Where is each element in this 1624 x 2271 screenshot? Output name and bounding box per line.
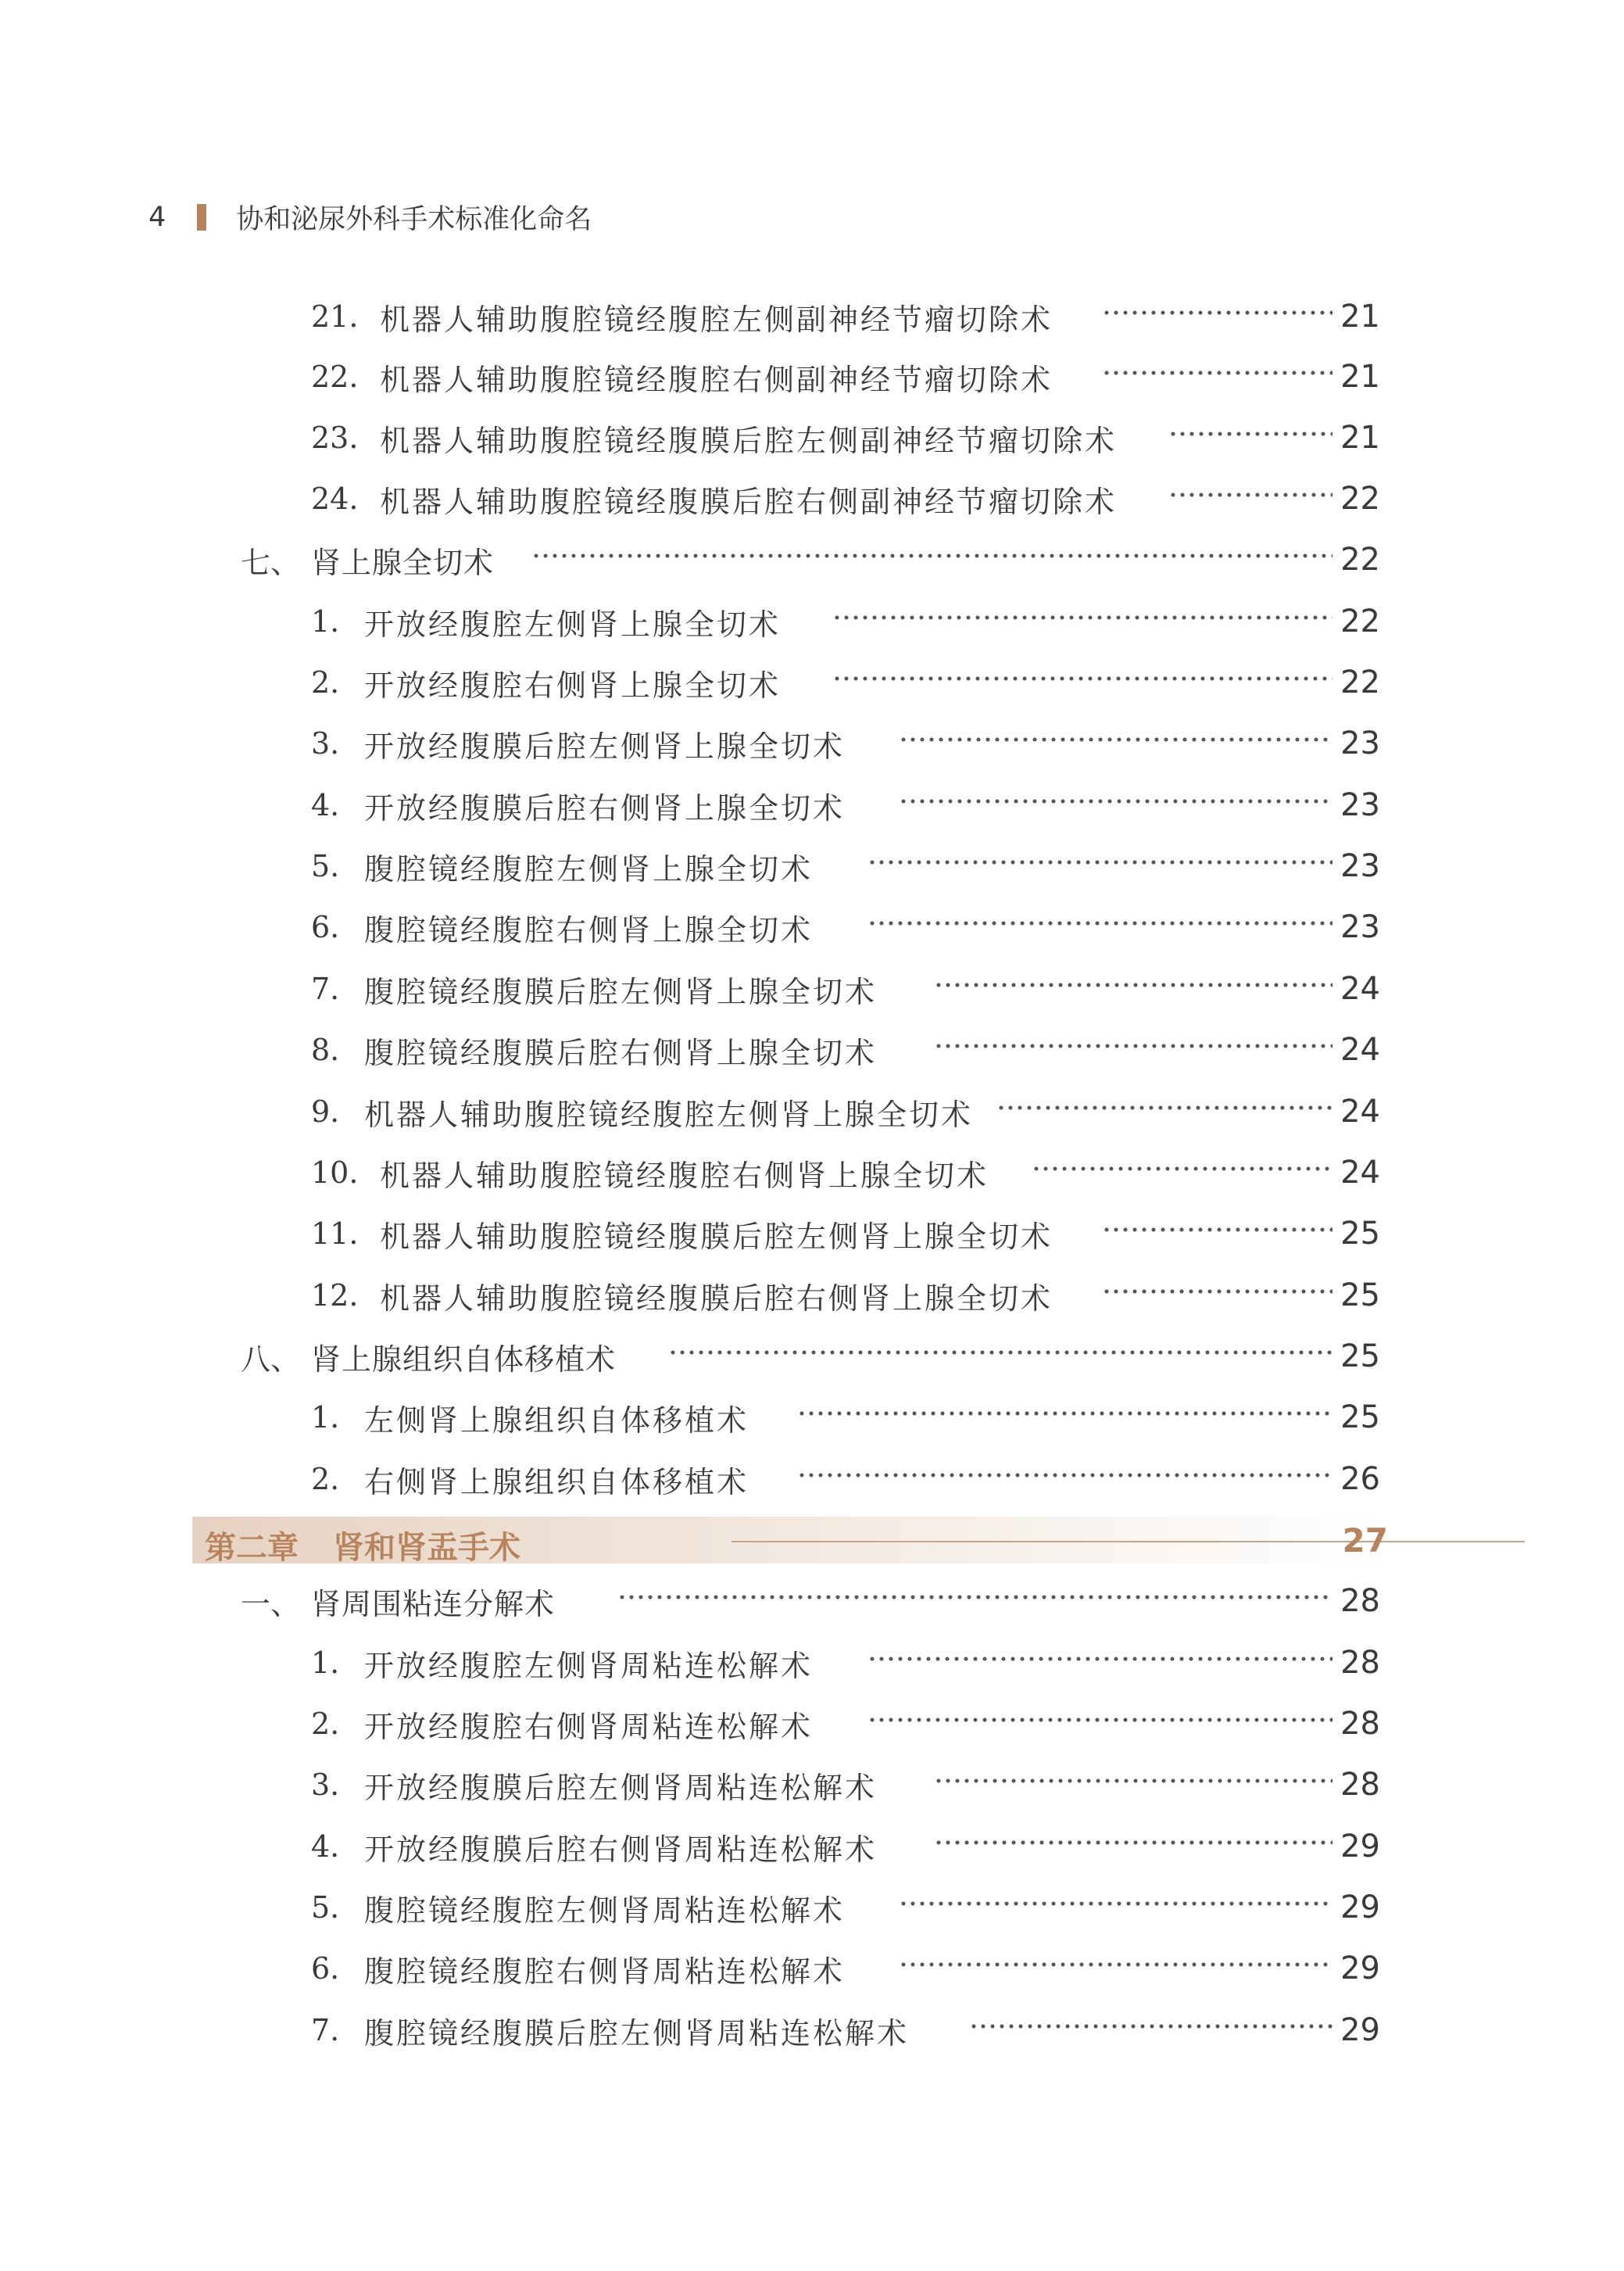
dot-leader bbox=[832, 673, 1332, 684]
toc-entry-row[interactable] bbox=[0, 1823, 1624, 1870]
entry-title: 开放经腹腔右侧肾周粘连松解术 bbox=[364, 1709, 814, 1744]
entry-number: 21. bbox=[311, 299, 359, 334]
entry-number: 6. bbox=[311, 910, 340, 944]
dot-leader bbox=[1102, 307, 1332, 318]
toc-entry-row[interactable] bbox=[0, 1149, 1624, 1196]
toc-section-row[interactable] bbox=[0, 1578, 1624, 1624]
dot-leader bbox=[668, 1347, 1332, 1358]
entry-number: 4. bbox=[311, 1829, 340, 1864]
entry-number: 9. bbox=[311, 1094, 340, 1129]
entry-page: 21 bbox=[1340, 299, 1380, 335]
entry-number: 一、 bbox=[241, 1586, 301, 1621]
dot-leader bbox=[1032, 1163, 1332, 1174]
entry-page: 25 bbox=[1340, 1399, 1380, 1435]
dot-leader bbox=[899, 796, 1332, 807]
entry-page: 22 bbox=[1340, 542, 1380, 578]
toc-entry-row[interactable] bbox=[0, 1210, 1624, 1257]
toc-entry-row[interactable] bbox=[0, 1639, 1624, 1686]
dot-leader bbox=[832, 612, 1332, 623]
entry-title: 开放经腹膜后腔左侧肾周粘连松解术 bbox=[364, 1770, 878, 1805]
toc-entry-row[interactable] bbox=[0, 1456, 1624, 1503]
entry-title: 腹腔镜经腹腔右侧肾上腺全切术 bbox=[364, 912, 814, 947]
dot-leader bbox=[996, 1102, 1332, 1113]
entry-title: 肾上腺全切术 bbox=[311, 545, 495, 580]
dot-leader bbox=[867, 1653, 1332, 1664]
entry-page: 28 bbox=[1340, 1645, 1380, 1681]
toc-entry-row[interactable] bbox=[0, 1394, 1624, 1441]
chapter-rule bbox=[732, 1541, 1525, 1542]
entry-number: 11. bbox=[311, 1216, 359, 1251]
entry-number: 2. bbox=[311, 665, 340, 700]
entry-number: 1. bbox=[311, 1646, 340, 1680]
toc-section-row[interactable] bbox=[0, 1333, 1624, 1380]
toc-entry-row[interactable] bbox=[0, 353, 1624, 400]
entry-title: 腹腔镜经腹膜后腔右侧肾上腺全切术 bbox=[364, 1035, 878, 1070]
entry-number: 23. bbox=[311, 421, 359, 455]
dot-leader bbox=[617, 1592, 1332, 1603]
entry-page: 21 bbox=[1340, 359, 1380, 395]
entry-title: 机器人辅助腹腔镜经腹腔右侧肾上腺全切术 bbox=[380, 1158, 989, 1193]
dot-leader bbox=[934, 980, 1332, 990]
toc-entry-row[interactable] bbox=[0, 904, 1624, 951]
entry-number: 4. bbox=[311, 788, 340, 822]
page-number: 4 bbox=[148, 202, 166, 233]
entry-title: 腹腔镜经腹腔左侧肾上腺全切术 bbox=[364, 851, 814, 887]
toc-entry-row[interactable] bbox=[0, 1884, 1624, 1931]
toc-entry-row[interactable] bbox=[0, 1700, 1624, 1747]
toc-section-row[interactable] bbox=[0, 536, 1624, 583]
dot-leader bbox=[969, 2021, 1332, 2032]
entry-title: 开放经腹腔右侧肾上腺全切术 bbox=[364, 668, 782, 703]
dot-leader bbox=[899, 734, 1332, 745]
dot-leader bbox=[1168, 489, 1332, 500]
book-title: 协和泌尿外科手术标准化命名 bbox=[236, 204, 592, 235]
dot-leader bbox=[899, 1898, 1332, 1909]
dot-leader bbox=[899, 1959, 1332, 1970]
entry-page: 22 bbox=[1340, 481, 1380, 517]
entry-number: 5. bbox=[311, 1890, 340, 1925]
entry-number: 24. bbox=[311, 482, 359, 516]
toc-entry-row[interactable] bbox=[0, 720, 1624, 767]
entry-page: 24 bbox=[1340, 971, 1380, 1007]
entry-page: 26 bbox=[1340, 1461, 1380, 1497]
toc-entry-row[interactable] bbox=[0, 965, 1624, 1012]
entry-page: 22 bbox=[1340, 604, 1380, 639]
entry-number: 2. bbox=[311, 1462, 340, 1496]
entry-page: 25 bbox=[1340, 1338, 1380, 1374]
entry-page: 29 bbox=[1340, 1829, 1380, 1864]
entry-page: 22 bbox=[1340, 664, 1380, 700]
dot-leader bbox=[1102, 1286, 1332, 1297]
toc-entry-row[interactable] bbox=[0, 1026, 1624, 1073]
entry-number: 1. bbox=[311, 1400, 340, 1435]
entry-title: 机器人辅助腹腔镜经腹腔右侧副神经节瘤切除术 bbox=[380, 362, 1053, 397]
entry-title: 开放经腹腔左侧肾周粘连松解术 bbox=[364, 1648, 814, 1683]
entry-title: 肾上腺组织自体移植术 bbox=[311, 1341, 617, 1377]
entry-title: 左侧肾上腺组织自体移植术 bbox=[364, 1402, 749, 1438]
entry-title: 机器人辅助腹腔镜经腹膜后腔左侧副神经节瘤切除术 bbox=[380, 423, 1118, 458]
entry-page: 25 bbox=[1340, 1216, 1380, 1252]
entry-page: 24 bbox=[1340, 1094, 1380, 1130]
dot-leader bbox=[797, 1408, 1332, 1419]
entry-number: 7. bbox=[311, 972, 340, 1006]
entry-page: 29 bbox=[1340, 1890, 1380, 1925]
toc-entry-row[interactable] bbox=[0, 1088, 1624, 1135]
entry-number: 1. bbox=[311, 604, 340, 639]
toc-entry-row[interactable] bbox=[0, 782, 1624, 829]
toc-entry-row[interactable] bbox=[0, 293, 1624, 340]
entry-title: 开放经腹膜后腔左侧肾上腺全切术 bbox=[364, 729, 846, 764]
toc-entry-row[interactable] bbox=[0, 1945, 1624, 1992]
dot-leader bbox=[797, 1470, 1332, 1481]
dot-leader bbox=[531, 550, 1332, 561]
entry-number: 12. bbox=[311, 1278, 359, 1313]
entry-title: 腹腔镜经腹腔右侧肾周粘连松解术 bbox=[364, 1954, 846, 1989]
entry-title: 开放经腹膜后腔右侧肾上腺全切术 bbox=[364, 790, 846, 826]
toc-entry-row[interactable] bbox=[0, 1272, 1624, 1319]
toc-entry-row[interactable] bbox=[0, 598, 1624, 645]
toc-entry-row[interactable] bbox=[0, 659, 1624, 706]
entry-number: 8. bbox=[311, 1033, 340, 1067]
entry-page: 24 bbox=[1340, 1032, 1380, 1068]
entry-number: 2. bbox=[311, 1707, 340, 1741]
toc-entry-row[interactable] bbox=[0, 2007, 1624, 2054]
entry-page: 24 bbox=[1340, 1155, 1380, 1191]
entry-title: 机器人辅助腹腔镜经腹腔左侧副神经节瘤切除术 bbox=[380, 302, 1053, 337]
entry-number: 5. bbox=[311, 849, 340, 883]
entry-title: 机器人辅助腹腔镜经腹膜后腔右侧副神经节瘤切除术 bbox=[380, 484, 1118, 519]
entry-number: 6. bbox=[311, 1951, 340, 1986]
chapter-heading[interactable] bbox=[192, 1517, 1388, 1564]
entry-number: 10. bbox=[311, 1155, 359, 1190]
entry-page: 28 bbox=[1340, 1583, 1380, 1619]
dot-leader bbox=[867, 1714, 1332, 1725]
dot-leader bbox=[934, 1837, 1332, 1848]
entry-page: 25 bbox=[1340, 1277, 1380, 1313]
dot-leader bbox=[934, 1775, 1332, 1786]
entry-number: 3. bbox=[311, 726, 340, 761]
toc-entry-row[interactable] bbox=[0, 414, 1624, 461]
toc-entry-row[interactable] bbox=[0, 843, 1624, 890]
dot-leader bbox=[934, 1041, 1332, 1051]
chapter-title: 肾和肾盂手术 bbox=[333, 1530, 520, 1566]
dot-leader bbox=[1102, 367, 1332, 378]
dot-leader bbox=[1102, 1224, 1332, 1235]
chapter-number: 第二章 bbox=[205, 1530, 299, 1566]
entry-page: 29 bbox=[1340, 2012, 1380, 2048]
entry-page: 23 bbox=[1340, 909, 1380, 945]
entry-title: 腹腔镜经腹腔左侧肾周粘连松解术 bbox=[364, 1893, 846, 1928]
toc-entry-row[interactable] bbox=[0, 1761, 1624, 1808]
entry-title: 开放经腹腔左侧肾上腺全切术 bbox=[364, 607, 782, 642]
entry-title: 机器人辅助腹腔镜经腹膜后腔左侧肾上腺全切术 bbox=[380, 1219, 1053, 1254]
entry-title: 腹腔镜经腹膜后腔左侧肾上腺全切术 bbox=[364, 974, 878, 1009]
entry-page: 21 bbox=[1340, 420, 1380, 456]
entry-number: 八、 bbox=[241, 1341, 301, 1377]
entry-page: 29 bbox=[1340, 1950, 1380, 1986]
entry-number: 22. bbox=[311, 360, 359, 394]
chapter-label bbox=[205, 1523, 520, 1567]
entry-number: 七、 bbox=[241, 545, 301, 580]
entry-title: 机器人辅助腹腔镜经腹腔左侧肾上腺全切术 bbox=[364, 1097, 974, 1132]
chapter-page: 27 bbox=[1342, 1521, 1388, 1560]
toc-entry-row[interactable] bbox=[0, 475, 1624, 522]
entry-title: 机器人辅助腹腔镜经腹膜后腔右侧肾上腺全切术 bbox=[380, 1281, 1053, 1316]
entry-page: 28 bbox=[1340, 1706, 1380, 1742]
entry-number: 7. bbox=[311, 2013, 340, 2047]
entry-page: 28 bbox=[1340, 1767, 1380, 1803]
entry-title: 开放经腹膜后腔右侧肾周粘连松解术 bbox=[364, 1832, 878, 1867]
entry-page: 23 bbox=[1340, 725, 1380, 761]
entry-title: 腹腔镜经腹膜后腔左侧肾周粘连松解术 bbox=[364, 2015, 910, 2051]
entry-page: 23 bbox=[1340, 787, 1380, 823]
entry-title: 肾周围粘连分解术 bbox=[311, 1586, 556, 1621]
dot-leader bbox=[1168, 428, 1332, 439]
dot-leader bbox=[867, 857, 1332, 868]
dot-leader bbox=[867, 918, 1332, 929]
entry-title: 右侧肾上腺组织自体移植术 bbox=[364, 1464, 749, 1499]
entry-page: 23 bbox=[1340, 848, 1380, 884]
entry-number: 3. bbox=[311, 1768, 340, 1802]
